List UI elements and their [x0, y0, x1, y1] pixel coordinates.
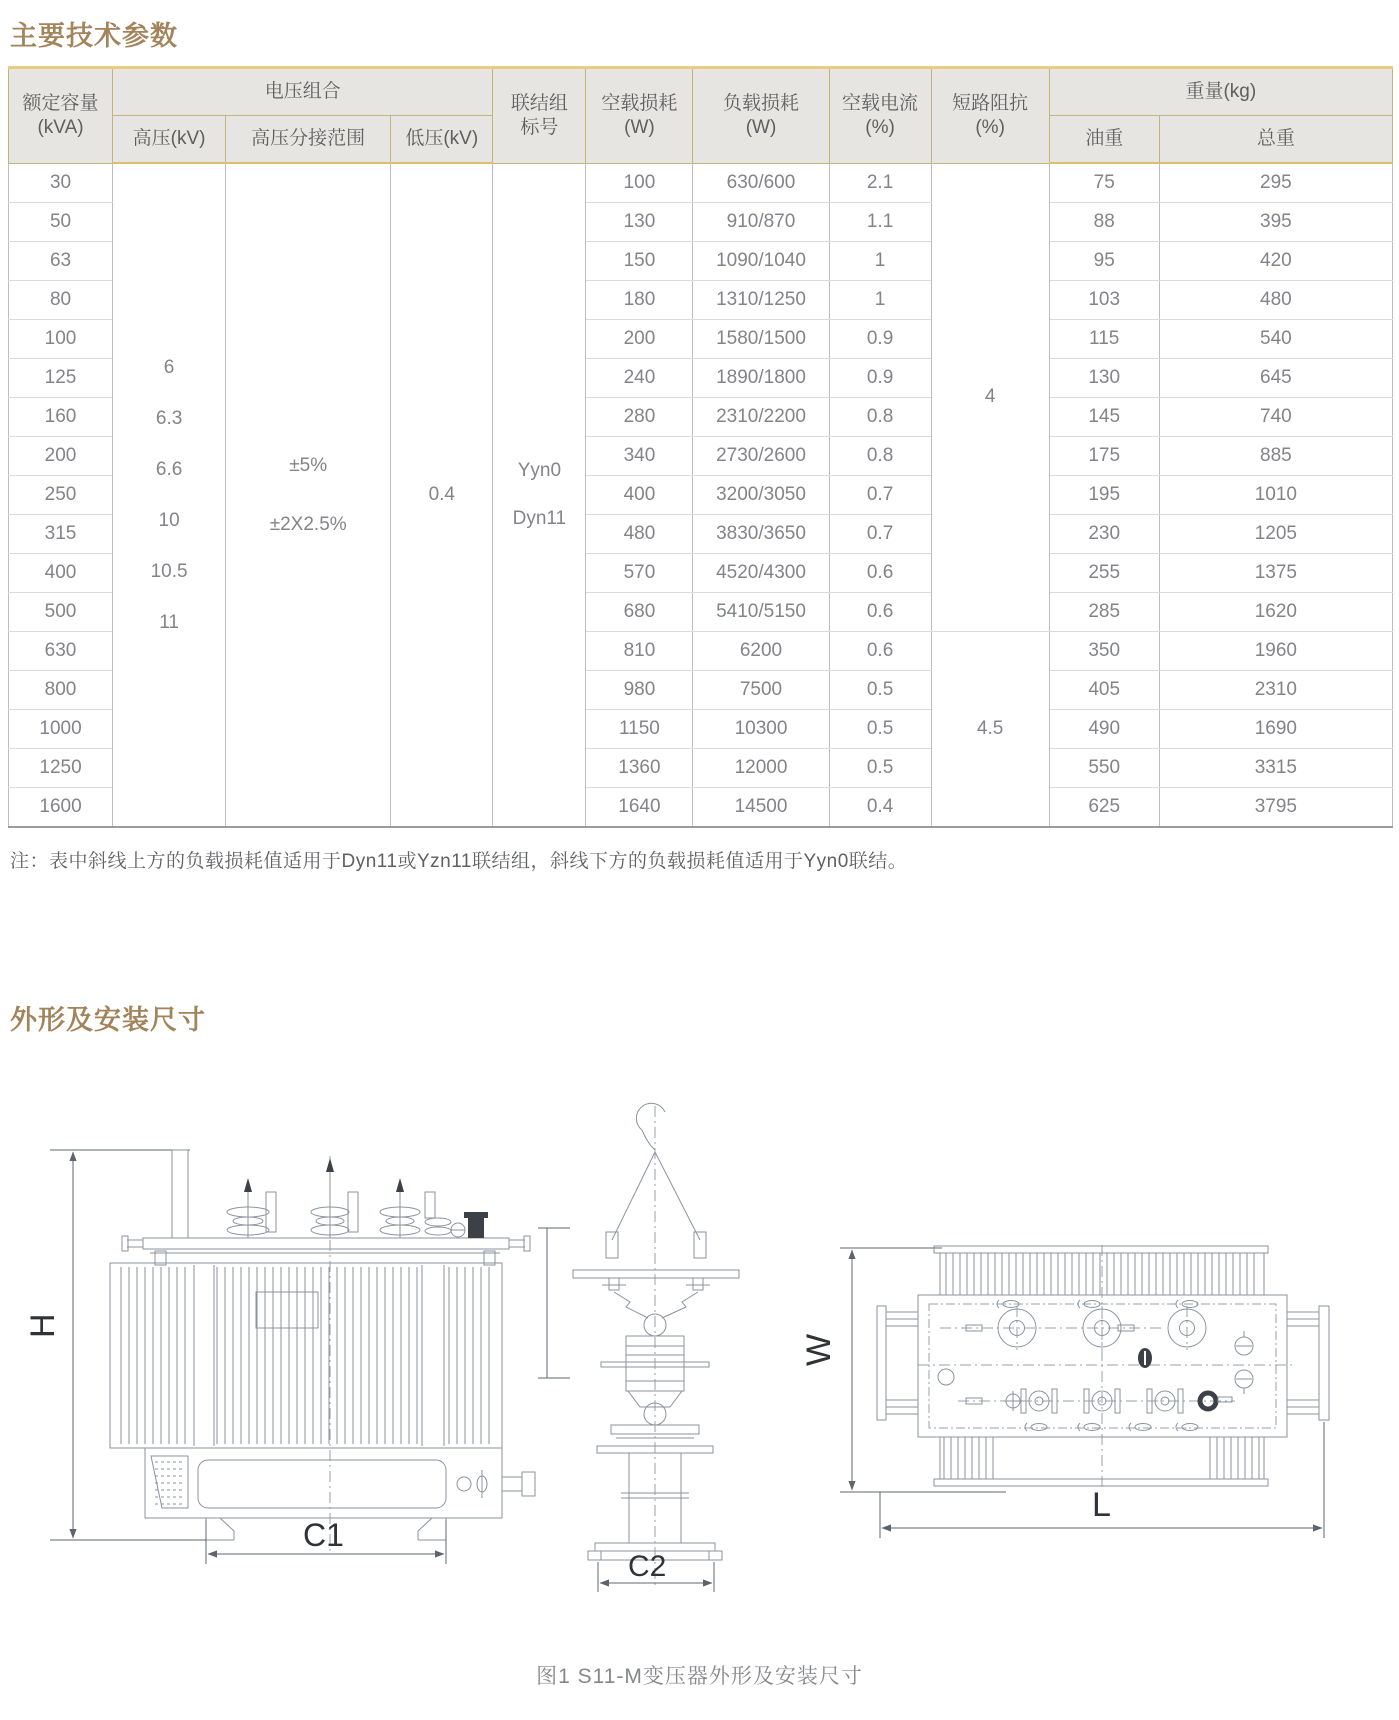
- cell-hv-value: 6.6: [155, 458, 183, 480]
- cell-oil-weight: 285: [1049, 593, 1159, 632]
- cell-rated-capacity: 800: [9, 671, 113, 710]
- cell-total-weight: 1205: [1159, 515, 1392, 554]
- cell-oil-weight: 405: [1049, 671, 1159, 710]
- cell-load-loss: 1890/1800: [693, 359, 829, 398]
- col-header-no-load-current: [829, 68, 931, 164]
- cell-load-loss: 1310/1250: [693, 281, 829, 320]
- cell-no-load-current: 0.4: [829, 788, 931, 828]
- section-title-dimensions: 外形及安装尺寸: [10, 1005, 206, 1035]
- cell-hv-value: 6: [163, 356, 175, 378]
- col-header-lv: 低压(kV): [391, 116, 493, 164]
- cell-no-load-loss: 280: [586, 398, 693, 437]
- oil-sampling-valve: [1138, 1348, 1152, 1368]
- cell-rated-capacity: 160: [9, 398, 113, 437]
- cell-oil-weight: 95: [1049, 242, 1159, 281]
- cell-vector-group-value: Dyn11: [512, 507, 567, 529]
- table-footnote: 注：表中斜线上方的负载损耗值适用于Dyn11或Yzn11联结组，斜线下方的负载损耗值适用于Yyn0联结。: [10, 851, 908, 872]
- cell-total-weight: 420: [1159, 242, 1392, 281]
- cell-vector-group-value: Yyn0: [517, 459, 562, 481]
- cell-no-load-current: 0.9: [829, 320, 931, 359]
- cell-oil-weight: 175: [1049, 437, 1159, 476]
- col-header-no-load-loss: [586, 68, 693, 164]
- cell-total-weight: 2310: [1159, 671, 1392, 710]
- col-header-unit: (W): [624, 116, 655, 138]
- col-header-load-loss: [693, 68, 829, 164]
- cell-oil-weight: 550: [1049, 749, 1159, 788]
- cell-no-load-loss: 240: [586, 359, 693, 398]
- cell-no-load-loss: 130: [586, 203, 693, 242]
- cell-load-loss: 4520/4300: [693, 554, 829, 593]
- cell-oil-weight: 350: [1049, 632, 1159, 671]
- cell-rated-capacity: 630: [9, 632, 113, 671]
- cell-total-weight: 3315: [1159, 749, 1392, 788]
- cell-no-load-current: 0.8: [829, 398, 931, 437]
- cell-no-load-current: 1: [829, 242, 931, 281]
- stemmed-circle-1: [1235, 1331, 1253, 1355]
- filler-cap: [464, 1212, 488, 1238]
- cell-load-loss: 6200: [693, 632, 829, 671]
- cell-no-load-current: 0.6: [829, 554, 931, 593]
- cell-oil-weight: 88: [1049, 203, 1159, 242]
- hv-bushing-3: [380, 1178, 420, 1238]
- top-view-drawing: [800, 1245, 1329, 1538]
- cell-oil-weight: 195: [1049, 476, 1159, 515]
- cell-no-load-loss: 180: [586, 281, 693, 320]
- cell-no-load-loss: 680: [586, 593, 693, 632]
- cell-rated-capacity: 63: [9, 242, 113, 281]
- dim-label-H: H: [24, 1313, 62, 1338]
- cell-tap-range-value: ±2X2.5%: [269, 513, 347, 535]
- section-title-technical-parameters: 主要技术参数: [10, 21, 178, 51]
- cell-load-loss: 1580/1500: [693, 320, 829, 359]
- cell-no-load-loss: 100: [586, 163, 693, 203]
- cell-no-load-current: 1: [829, 281, 931, 320]
- front-fins: [121, 1267, 489, 1444]
- cell-oil-weight: 130: [1049, 359, 1159, 398]
- dimension-drawings: [0, 1040, 1399, 1640]
- col-header-vector-group: [493, 68, 586, 164]
- cell-oil-weight: 230: [1049, 515, 1159, 554]
- col-header-rated-capacity: [9, 68, 113, 164]
- cell-rated-capacity: 1600: [9, 788, 113, 828]
- cell-no-load-loss: 1640: [586, 788, 693, 828]
- col-header-text: 联结组: [510, 93, 568, 114]
- cell-no-load-current: 0.5: [829, 710, 931, 749]
- cell-total-weight: 540: [1159, 320, 1392, 359]
- cell-no-load-current: 0.6: [829, 593, 931, 632]
- col-header-impedance: [931, 68, 1049, 164]
- left-channel: [877, 1306, 918, 1420]
- col-header-text: 空载损耗: [601, 93, 678, 114]
- cell-no-load-current: 0.8: [829, 437, 931, 476]
- col-header-unit: (%): [865, 116, 895, 138]
- col-header-voltage-combo: 电压组合: [113, 68, 493, 116]
- figure-caption: 图1 S11-M变压器外形及安装尺寸: [536, 1665, 863, 1688]
- dim-label-W: W: [800, 1333, 838, 1366]
- cell-no-load-loss: 980: [586, 671, 693, 710]
- cell-rated-capacity: 250: [9, 476, 113, 515]
- col-header-text: 标号: [520, 116, 559, 138]
- cell-load-loss: 3830/3650: [693, 515, 829, 554]
- cell-load-loss: 3200/3050: [693, 476, 829, 515]
- cell-rated-capacity: 100: [9, 320, 113, 359]
- cell-impedance: 4.5: [931, 632, 1049, 828]
- cell-oil-weight: 145: [1049, 398, 1159, 437]
- cell-oil-weight: 103: [1049, 281, 1159, 320]
- hatched-bracket: [151, 1456, 188, 1508]
- right-channel: [1287, 1306, 1329, 1420]
- technical-parameters-table: [8, 66, 1393, 828]
- manhole-circle: [938, 1369, 954, 1385]
- oil-level-gauge: [451, 1223, 465, 1237]
- col-header-unit: (kVA): [37, 116, 84, 138]
- cell-rated-capacity: 1000: [9, 710, 113, 749]
- dim-label-L: L: [1092, 1486, 1111, 1524]
- cell-oil-weight: 255: [1049, 554, 1159, 593]
- cell-hv-value: 10.5: [150, 560, 188, 582]
- lifting-slings: [606, 1152, 706, 1258]
- col-header-total-weight: 总重: [1159, 116, 1392, 164]
- base-channel: [198, 1460, 446, 1508]
- cell-total-weight: 885: [1159, 437, 1392, 476]
- cell-oil-weight: 490: [1049, 710, 1159, 749]
- stemmed-circle-2: [1235, 1370, 1253, 1394]
- cell-load-loss: 910/870: [693, 203, 829, 242]
- cell-rated-capacity: 315: [9, 515, 113, 554]
- cell-rated-capacity: 80: [9, 281, 113, 320]
- cell-oil-weight: 75: [1049, 163, 1159, 203]
- cell-rated-capacity: 1250: [9, 749, 113, 788]
- col-header-hv-tap-range: 高压分接范围: [226, 116, 391, 164]
- foot-right: [418, 1518, 446, 1540]
- cell-no-load-loss: 400: [586, 476, 693, 515]
- cell-load-loss: 7500: [693, 671, 829, 710]
- cell-no-load-current: 0.5: [829, 749, 931, 788]
- valve-symbol: [477, 1470, 487, 1498]
- cell-no-load-loss: 340: [586, 437, 693, 476]
- cell-vector-group: [493, 163, 586, 827]
- cell-rated-capacity: 500: [9, 593, 113, 632]
- cell-load-loss: 2310/2200: [693, 398, 829, 437]
- table-header: [9, 68, 1393, 164]
- hv-bushing-1: [227, 1178, 276, 1238]
- col-header-text: 短路阻抗: [952, 93, 1029, 114]
- cell-hv-value: 10: [158, 509, 180, 531]
- cell-no-load-current: 0.5: [829, 671, 931, 710]
- cell-impedance: 4: [931, 163, 1049, 632]
- col-header-unit: (W): [745, 116, 777, 138]
- lv-bushing: [425, 1192, 451, 1235]
- cell-hv-value: 11: [159, 611, 179, 633]
- cell-tap-range: [226, 163, 391, 827]
- cell-no-load-loss: 570: [586, 554, 693, 593]
- cell-load-loss: 2730/2600: [693, 437, 829, 476]
- drain-plug: [457, 1477, 471, 1491]
- cell-no-load-current: 0.7: [829, 515, 931, 554]
- front-view-drawing: [24, 1150, 535, 1564]
- cell-no-load-loss: 150: [586, 242, 693, 281]
- cell-total-weight: 1375: [1159, 554, 1392, 593]
- cell-total-weight: 480: [1159, 281, 1392, 320]
- cell-rated-capacity: 200: [9, 437, 113, 476]
- dim-label-C1: C1: [303, 1517, 344, 1553]
- cell-rated-capacity: 400: [9, 554, 113, 593]
- cell-no-load-loss: 480: [586, 515, 693, 554]
- dim-label-C2: C2: [628, 1550, 667, 1583]
- cell-no-load-current: 0.6: [829, 632, 931, 671]
- cell-total-weight: 395: [1159, 203, 1392, 242]
- cell-oil-weight: 115: [1049, 320, 1159, 359]
- cell-load-loss: 14500: [693, 788, 829, 828]
- col-header-text: 额定容量: [22, 93, 99, 114]
- cell-tap-range-value: ±5%: [289, 454, 328, 476]
- hv-bushing-2: [311, 1158, 358, 1238]
- thermometer-seat: [1003, 1391, 1023, 1411]
- cell-total-weight: 1960: [1159, 632, 1392, 671]
- side-view-drawing: [538, 1103, 739, 1592]
- cell-total-weight: 295: [1159, 163, 1392, 203]
- cell-load-loss: 630/600: [693, 163, 829, 203]
- cell-hv: [113, 163, 226, 827]
- cell-rated-capacity: 125: [9, 359, 113, 398]
- col-header-unit: (%): [975, 116, 1005, 138]
- cell-total-weight: 1010: [1159, 476, 1392, 515]
- cell-hv-value: 6.3: [155, 407, 183, 429]
- cell-no-load-loss: 1360: [586, 749, 693, 788]
- cell-rated-capacity: 50: [9, 203, 113, 242]
- cell-total-weight: 645: [1159, 359, 1392, 398]
- table-row: [9, 163, 1393, 203]
- cell-total-weight: 3795: [1159, 788, 1392, 828]
- cell-lv: 0.4: [391, 163, 493, 827]
- cell-load-loss: 5410/5150: [693, 593, 829, 632]
- col-header-text: 空载电流: [842, 93, 919, 114]
- cell-no-load-loss: 200: [586, 320, 693, 359]
- cell-no-load-current: 1.1: [829, 203, 931, 242]
- col-header-text: 负载损耗: [722, 93, 799, 114]
- cell-no-load-current: 2.1: [829, 163, 931, 203]
- drain-valve-pipe: [502, 1472, 535, 1496]
- cell-no-load-current: 0.9: [829, 359, 931, 398]
- cell-no-load-loss: 1150: [586, 710, 693, 749]
- top-fins: [946, 1253, 1254, 1295]
- col-header-oil-weight: 油重: [1049, 116, 1159, 164]
- foot-left: [206, 1518, 234, 1540]
- cell-no-load-current: 0.7: [829, 476, 931, 515]
- cell-load-loss: 12000: [693, 749, 829, 788]
- col-header-hv: 高压(kV): [113, 116, 226, 164]
- cell-oil-weight: 625: [1049, 788, 1159, 828]
- col-header-weight: 重量(kg): [1049, 68, 1392, 116]
- cell-total-weight: 740: [1159, 398, 1392, 437]
- cell-rated-capacity: 30: [9, 163, 113, 203]
- crane-hook: [636, 1103, 665, 1150]
- spec-table-body: [9, 163, 1393, 827]
- cell-load-loss: 10300: [693, 710, 829, 749]
- cell-total-weight: 1690: [1159, 710, 1392, 749]
- cell-no-load-loss: 810: [586, 632, 693, 671]
- cell-total-weight: 1620: [1159, 593, 1392, 632]
- cell-load-loss: 1090/1040: [693, 242, 829, 281]
